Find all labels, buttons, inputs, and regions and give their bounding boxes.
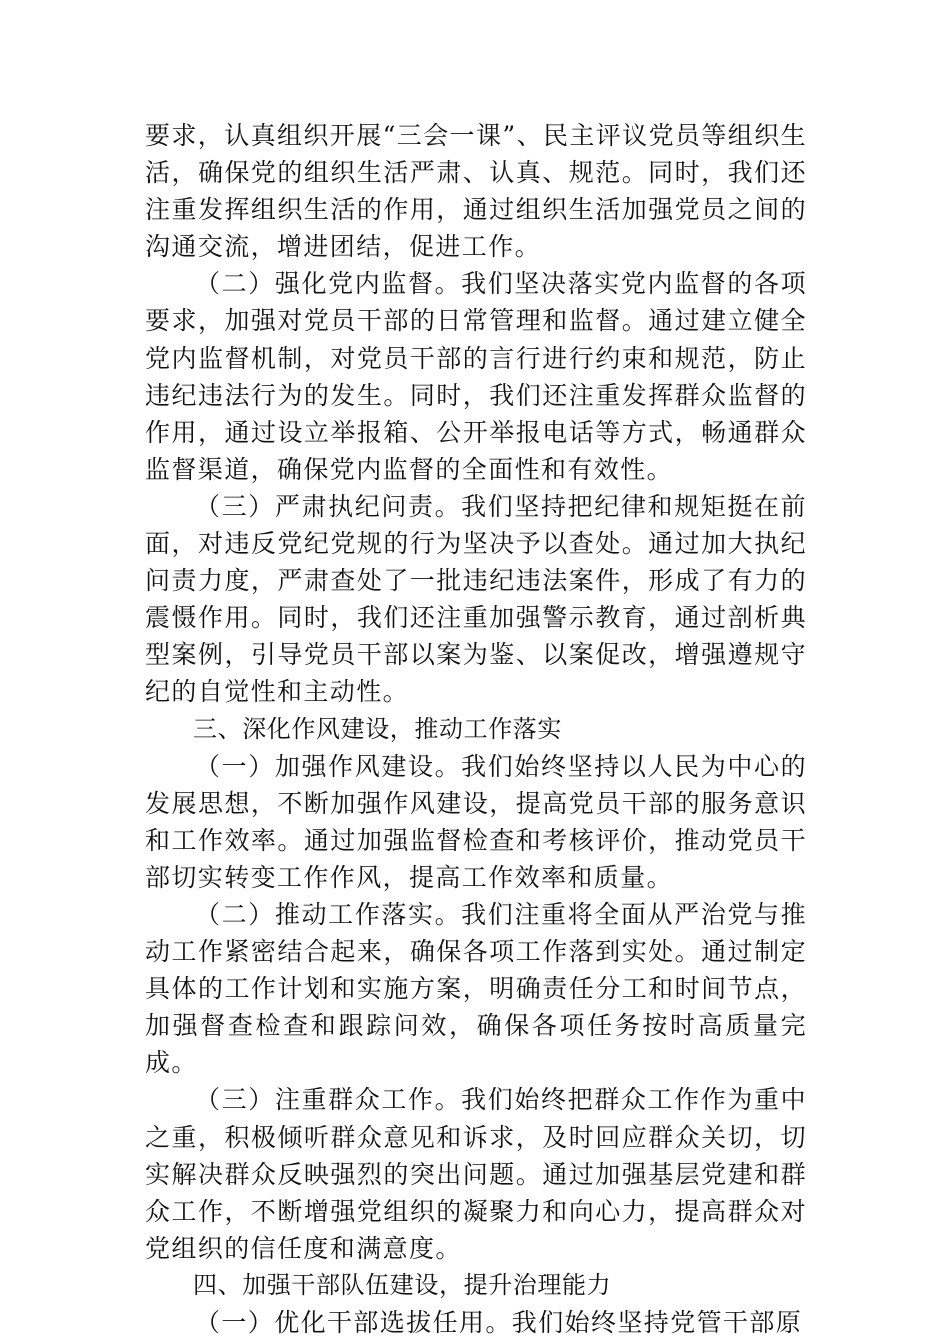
section-heading-four: 四、加强干部队伍建设，提升治理能力 (193, 1270, 612, 1299)
paragraph-promote-implementation: （二）推动工作落实。我们注重将全面从严治党与推动工作紧密结合起来，确保各项工作落到实处。通过制定具体的工作计划和实施方案，明确责任分工和时间节点，加强督查检查和跟踪问效，确保各项任务按时高质量完成。 (145, 899, 807, 1078)
paragraph-mass-work: （三）注重群众工作。我们始终把群众工作作为重中之重，积极倾听群众意见和诉求，及时回应群众关切，切实解决群众反映强烈的突出问题。通过加强基层党建和群众工作，不断增强党组织的凝聚力和向心力，提高群众对党组织的信任度和满意度。 (145, 1085, 807, 1263)
paragraph-strict-discipline-accountability: （三）严肃执纪问责。我们坚持把纪律和规矩挺在前面，对违反党纪党规的行为坚决予以查处。通过加大执纪问责力度，严肃查处了一批违纪违法案件，形成了有力的震慑作用。同时，我们还注重加强警示教育，通过剖析典型案例，引导党员干部以案为鉴、以案促改，增强遵规守纪的自觉性和主动性。 (145, 491, 807, 707)
paragraph-strengthen-internal-supervision: （二）强化党内监督。我们坚决落实党内监督的各项要求，加强对党员干部的日常管理和监督。通过建立健全党内监督机制，对党员干部的言行进行约束和规范，防止违纪违法行为的发生。同时，我们还注重发挥群众监督的作用，通过设立举报箱、公开举报电话等方式，畅通群众监督渠道，确保党内监督的全面性和有效性。 (145, 269, 807, 484)
paragraph-cadre-selection: （一）优化干部选拔任用。我们始终坚持党管干部原 (195, 1308, 803, 1337)
document-body (145, 117, 807, 1341)
section-heading-three: 三、深化作风建设，推动工作落实 (193, 714, 562, 743)
paragraph-strengthen-work-style: （一）加强作风建设。我们始终坚持以人民为中心的发展思想，不断加强作风建设，提高党员干部的服务意识和工作效率。通过加强监督检查和考核评价，推动党员干部切实转变工作作风，提高工作效率和质量。 (145, 751, 807, 892)
paragraph-organizational-life-continuation: 要求，认真组织开展“三会一课”、民主评议党员等组织生活，确保党的组织生活严肃、认真、规范。同时，我们还注重发挥组织生活的作用，通过组织生活加强党员之间的沟通交流，增进团结，促进工作。 (145, 121, 807, 262)
